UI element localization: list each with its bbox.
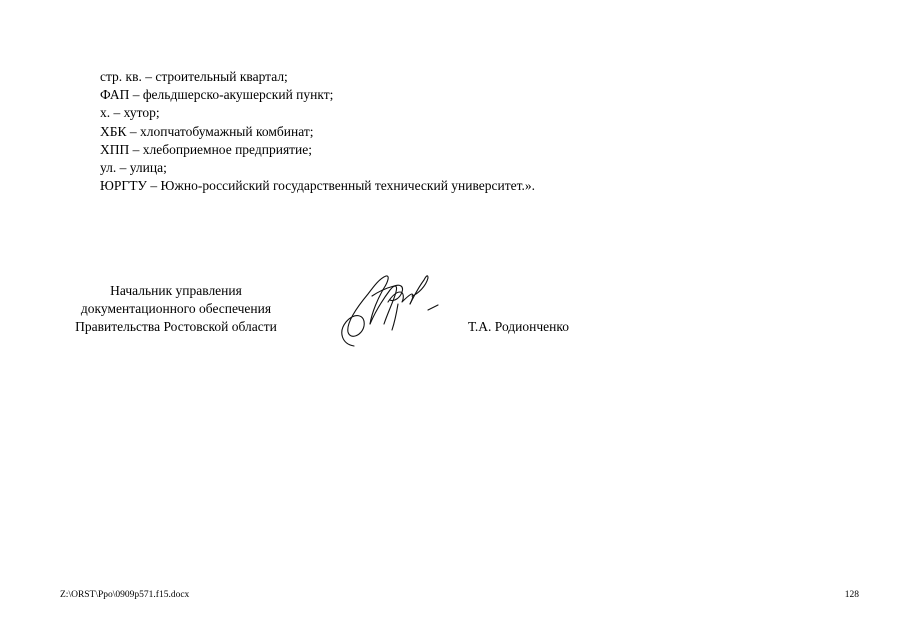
abbreviation-item: ул. – улица;	[100, 160, 167, 176]
handwritten-signature	[332, 266, 444, 354]
signer-title-line: документационного обеспечения	[80, 301, 272, 316]
footer-page-number: 128	[844, 590, 859, 600]
footer-file-path: Z:\ORST\Ppo\0909p571.f15.docx	[60, 590, 190, 600]
signer-title-line: Правительства Ростовской области	[75, 319, 277, 334]
abbreviation-item: ФАП – фельдшерско-акушерский пункт;	[100, 87, 334, 103]
abbreviation-list	[100, 68, 535, 195]
signer-title	[58, 282, 294, 336]
signer-name: Т.А. Родионченко	[468, 319, 569, 334]
abbreviation-item: ЮРГТУ – Южно-российский государственный технический университет.».	[100, 178, 536, 194]
signer-title-line: Начальник управления	[110, 283, 242, 298]
abbreviation-item: ХПП – хлебоприемное предприятие;	[100, 141, 313, 157]
abbreviation-item: х. – хутор;	[100, 105, 160, 121]
abbreviation-item: стр. кв. – строительный квартал;	[100, 69, 288, 84]
abbreviation-item: ХБК – хлопчатобумажный комбинат;	[100, 123, 314, 139]
